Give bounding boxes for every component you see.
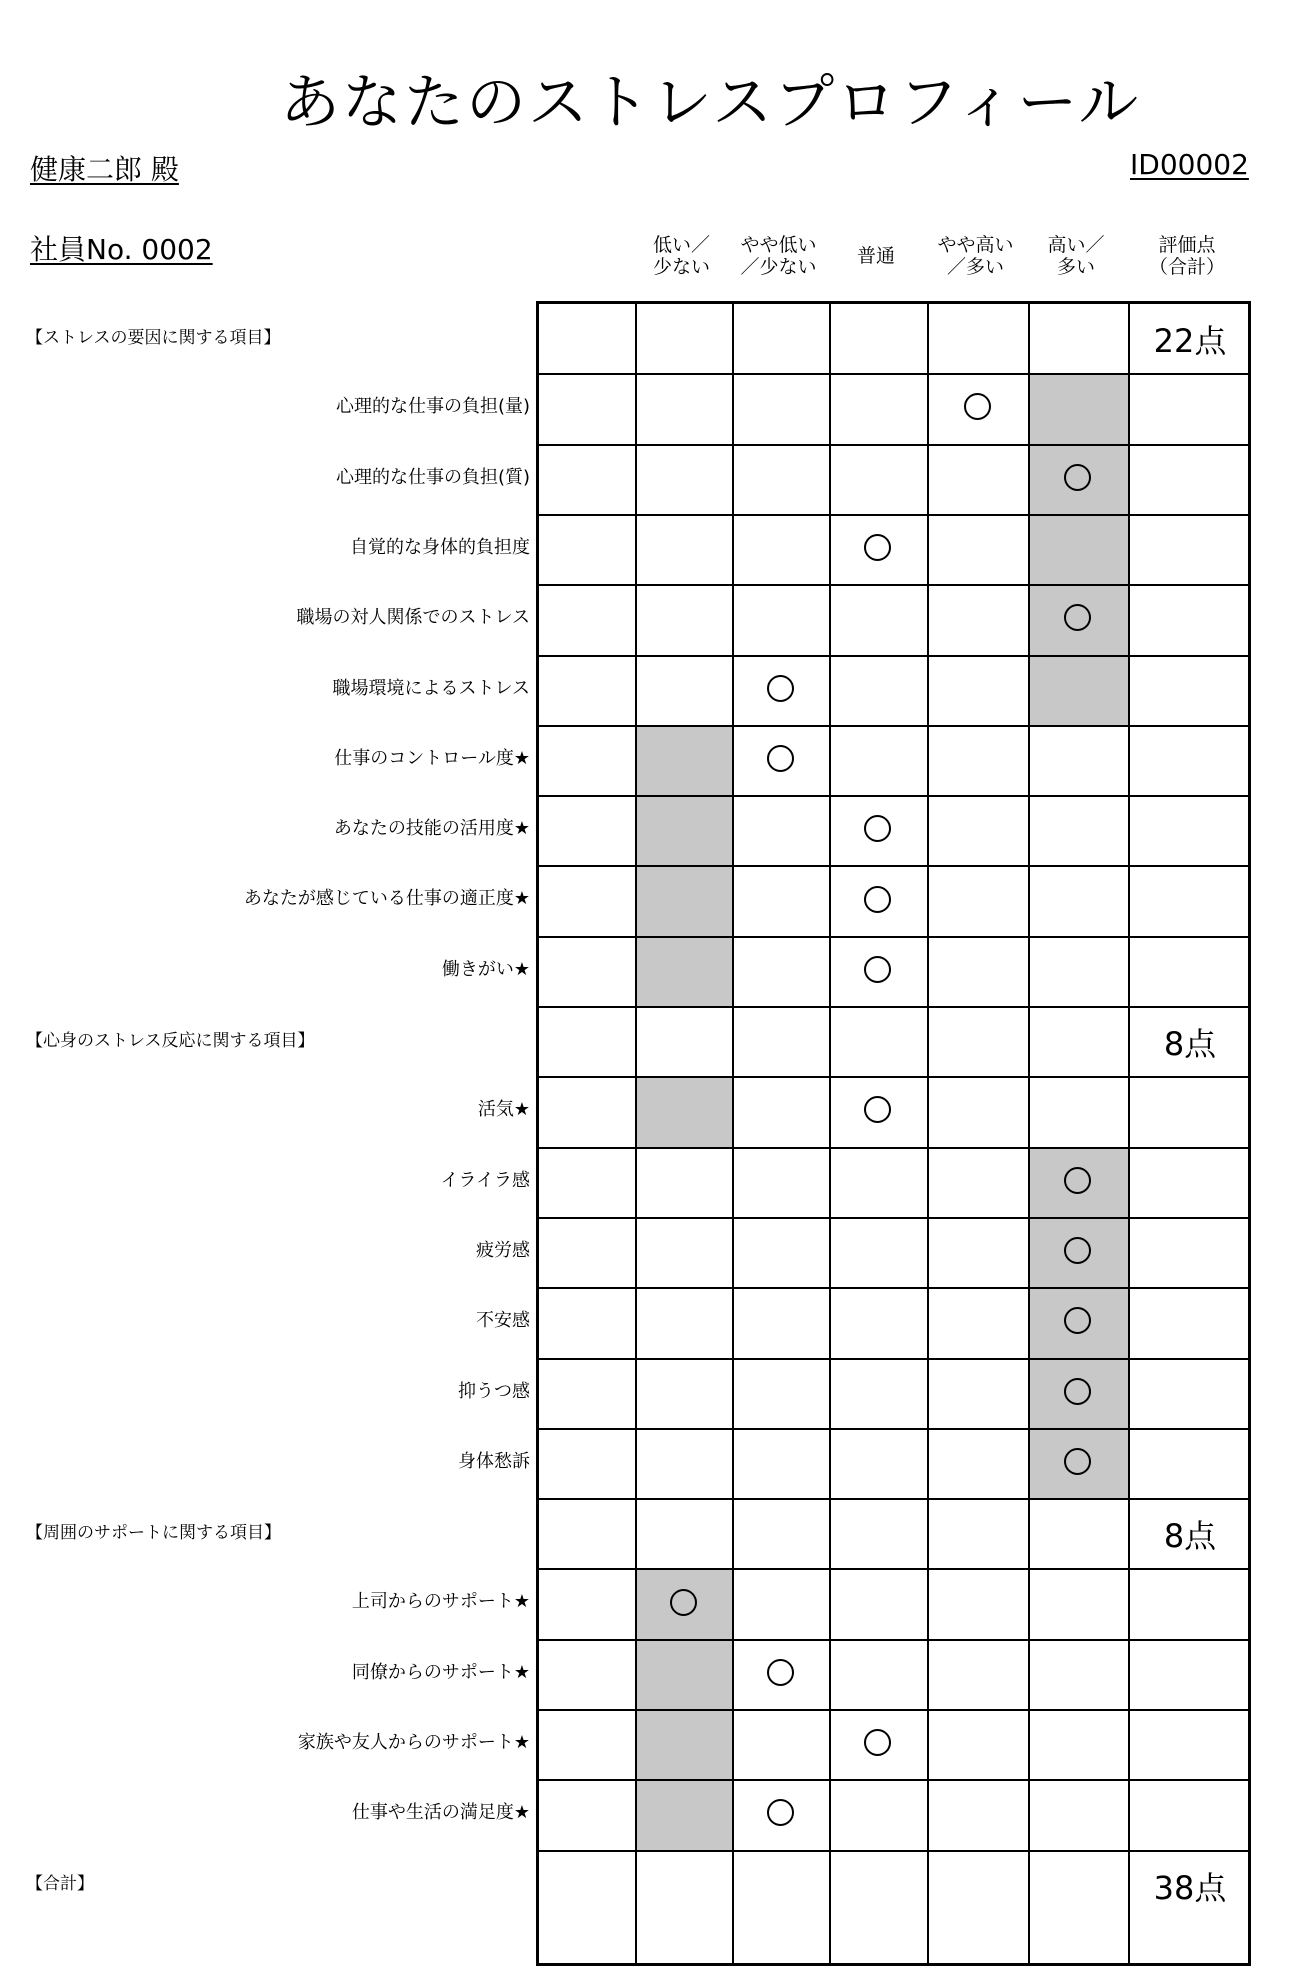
grid-hline <box>539 1639 1248 1641</box>
grid-hline <box>539 1287 1248 1289</box>
item-label: イライラ感 <box>440 1169 530 1191</box>
grid-hline <box>539 584 1248 586</box>
column-header-2: やや低い ／少ない <box>740 234 817 278</box>
circle-mark <box>864 534 891 561</box>
item-label: 職場の対人関係でのストレス <box>296 607 530 629</box>
circle-mark <box>1064 1448 1091 1475</box>
shaded-cell <box>636 1780 733 1850</box>
grid-hline <box>539 1358 1248 1360</box>
grid-hline <box>539 936 1248 938</box>
column-header-1: 低い／ 少ない <box>652 234 710 278</box>
shaded-cell <box>636 1077 733 1147</box>
item-label: 家族や友人からのサポート★ <box>297 1732 530 1753</box>
section-label: 【合計】 <box>26 1874 94 1895</box>
grid-hline <box>539 795 1248 797</box>
grid-hline <box>539 1428 1248 1430</box>
grid-vline <box>927 304 929 1963</box>
item-label: 抑うつ感 <box>458 1380 530 1402</box>
circle-mark <box>1064 1237 1091 1264</box>
section-score: 8点 <box>1163 1025 1217 1064</box>
circle-mark <box>767 1799 794 1826</box>
item-label: 身体愁訴 <box>458 1450 530 1472</box>
shaded-cell <box>1029 656 1129 726</box>
circle-mark <box>864 956 891 983</box>
circle-mark <box>864 815 891 842</box>
grid-vline <box>635 304 637 1963</box>
item-label: 不安感 <box>476 1310 530 1332</box>
item-label: 心理的な仕事の負担(量) <box>335 396 530 418</box>
item-label: 疲労感 <box>476 1239 530 1261</box>
grid-hline <box>539 1850 1248 1852</box>
column-header-4: やや高い ／多い <box>937 234 1014 278</box>
circle-mark <box>864 886 891 913</box>
grid-hline <box>539 1006 1248 1008</box>
grid-hline <box>539 1498 1248 1500</box>
grid-vline <box>1128 304 1130 1963</box>
shaded-cell <box>636 726 733 796</box>
item-label: 職場環境によるストレス <box>332 677 530 699</box>
section-score: 38点 <box>1153 1868 1227 1907</box>
grid-hline <box>539 514 1248 516</box>
section-label: 【心身のストレス反応に関する項目】 <box>26 1030 315 1051</box>
column-header-6: 評価点 （合計） <box>1148 234 1225 278</box>
page-title: あなたのストレスプロフィール <box>280 68 1141 138</box>
grid-hline <box>539 1147 1248 1149</box>
circle-mark <box>1064 1167 1091 1194</box>
item-label: あなたが感じている仕事の適正度★ <box>243 888 530 910</box>
stress-profile-grid <box>536 301 1251 1966</box>
grid-vline <box>1028 304 1030 1963</box>
grid-hline <box>539 1076 1248 1078</box>
section-score: 8点 <box>1163 1517 1217 1556</box>
item-label: 自覚的な身体的負担度 <box>350 536 530 558</box>
item-label: 心理的な仕事の負担(質) <box>335 466 530 488</box>
grid-hline <box>539 1779 1248 1781</box>
circle-mark <box>767 675 794 702</box>
grid-hline <box>539 373 1248 375</box>
shaded-cell <box>636 1710 733 1780</box>
grid-hline <box>539 444 1248 446</box>
employee-number: 社員No. 0002 <box>30 233 213 266</box>
circle-mark <box>1064 464 1091 491</box>
circle-mark <box>670 1589 697 1616</box>
circle-mark <box>964 393 991 420</box>
shaded-cell <box>1029 374 1129 444</box>
item-label: 働きがい★ <box>441 958 530 980</box>
section-label: 【ストレスの要因に関する項目】 <box>26 327 281 348</box>
shaded-cell <box>636 796 733 866</box>
grid-vline <box>829 304 831 1963</box>
shaded-cell <box>636 866 733 936</box>
circle-mark <box>864 1729 891 1756</box>
grid-hline <box>539 1709 1248 1711</box>
circle-mark <box>864 1096 891 1123</box>
item-label: 上司からのサポート★ <box>351 1591 530 1613</box>
grid-hline <box>539 1568 1248 1570</box>
circle-mark <box>767 1659 794 1686</box>
grid-vline <box>732 304 734 1963</box>
grid-hline <box>539 1217 1248 1219</box>
circle-mark <box>767 745 794 772</box>
shaded-cell <box>1029 515 1129 585</box>
recipient-name: 健康二郎 殿 <box>30 153 179 186</box>
grid-hline <box>539 865 1248 867</box>
shaded-cell <box>636 937 733 1007</box>
section-label: 【周囲のサポートに関する項目】 <box>26 1522 281 1543</box>
document-id: ID00002 <box>1130 148 1249 181</box>
item-label: 活気★ <box>477 1099 530 1121</box>
item-label: 同僚からのサポート★ <box>351 1661 530 1683</box>
circle-mark <box>1064 1378 1091 1405</box>
shaded-cell <box>636 1640 733 1710</box>
column-header-3: 普通 <box>856 245 895 267</box>
item-label: 仕事や生活の満足度★ <box>351 1802 530 1824</box>
grid-hline <box>539 655 1248 657</box>
column-header-5: 高い／ 多い <box>1047 234 1105 278</box>
item-label: あなたの技能の活用度★ <box>333 818 530 840</box>
item-label: 仕事のコントロール度★ <box>334 747 530 769</box>
section-score: 22点 <box>1153 322 1227 361</box>
grid-hline <box>539 725 1248 727</box>
